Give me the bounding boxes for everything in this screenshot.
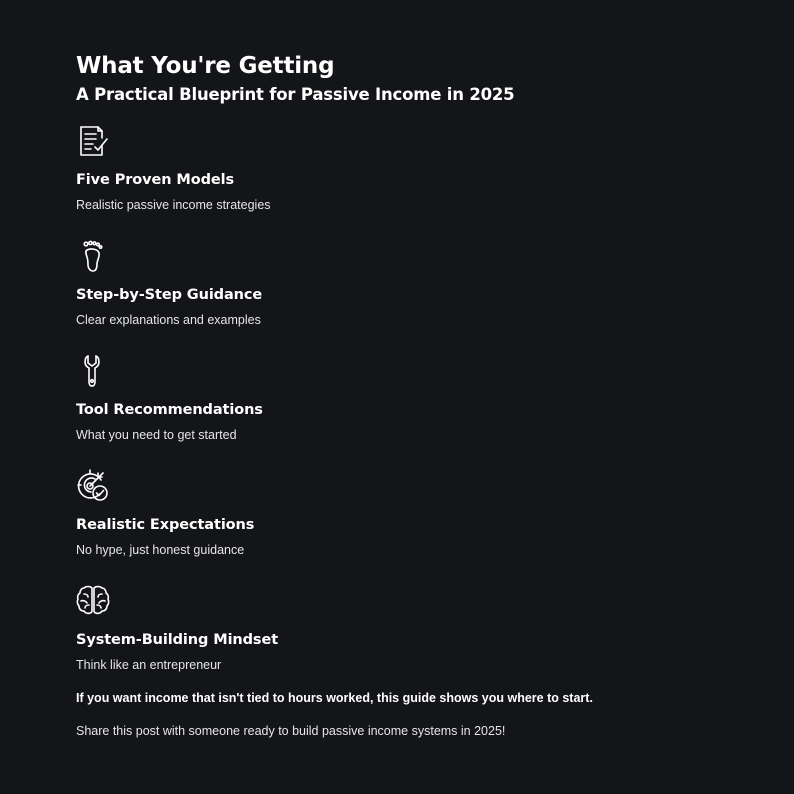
feature-title: System-Building Mindset [76, 632, 279, 648]
page-subtitle: A Practical Blueprint for Passive Income in 2025 [76, 85, 515, 104]
feature-title: Five Proven Models [76, 172, 235, 188]
share-call-to-action: Share this post with someone ready to build passive income systems in 2025! [76, 724, 506, 738]
footprint-icon [76, 239, 110, 273]
target-check-icon [76, 469, 110, 503]
feature-item-tool-recommendations [76, 352, 736, 467]
checklist-icon [76, 124, 110, 158]
brain-icon [76, 584, 110, 618]
page-title: What You're Getting [76, 53, 335, 79]
feature-description: Clear explanations and examples [76, 313, 261, 327]
feature-item-five-proven-models [76, 122, 736, 237]
content-section [76, 52, 736, 697]
feature-list [76, 122, 736, 697]
feature-description: Think like an entrepreneur [76, 658, 222, 672]
feature-title: Tool Recommendations [76, 402, 263, 418]
feature-description: Realistic passive income strategies [76, 198, 271, 212]
wrench-icon [76, 354, 110, 388]
feature-item-system-building-mindset [76, 582, 736, 697]
feature-item-realistic-expectations [76, 467, 736, 582]
closing-statement: If you want income that isn't tied to hours worked, this guide shows you where to start. [76, 691, 593, 705]
feature-title: Realistic Expectations [76, 517, 255, 533]
feature-title: Step-by-Step Guidance [76, 287, 263, 303]
feature-description: What you need to get started [76, 428, 237, 442]
feature-description: No hype, just honest guidance [76, 543, 245, 557]
feature-item-step-by-step-guidance [76, 237, 736, 352]
